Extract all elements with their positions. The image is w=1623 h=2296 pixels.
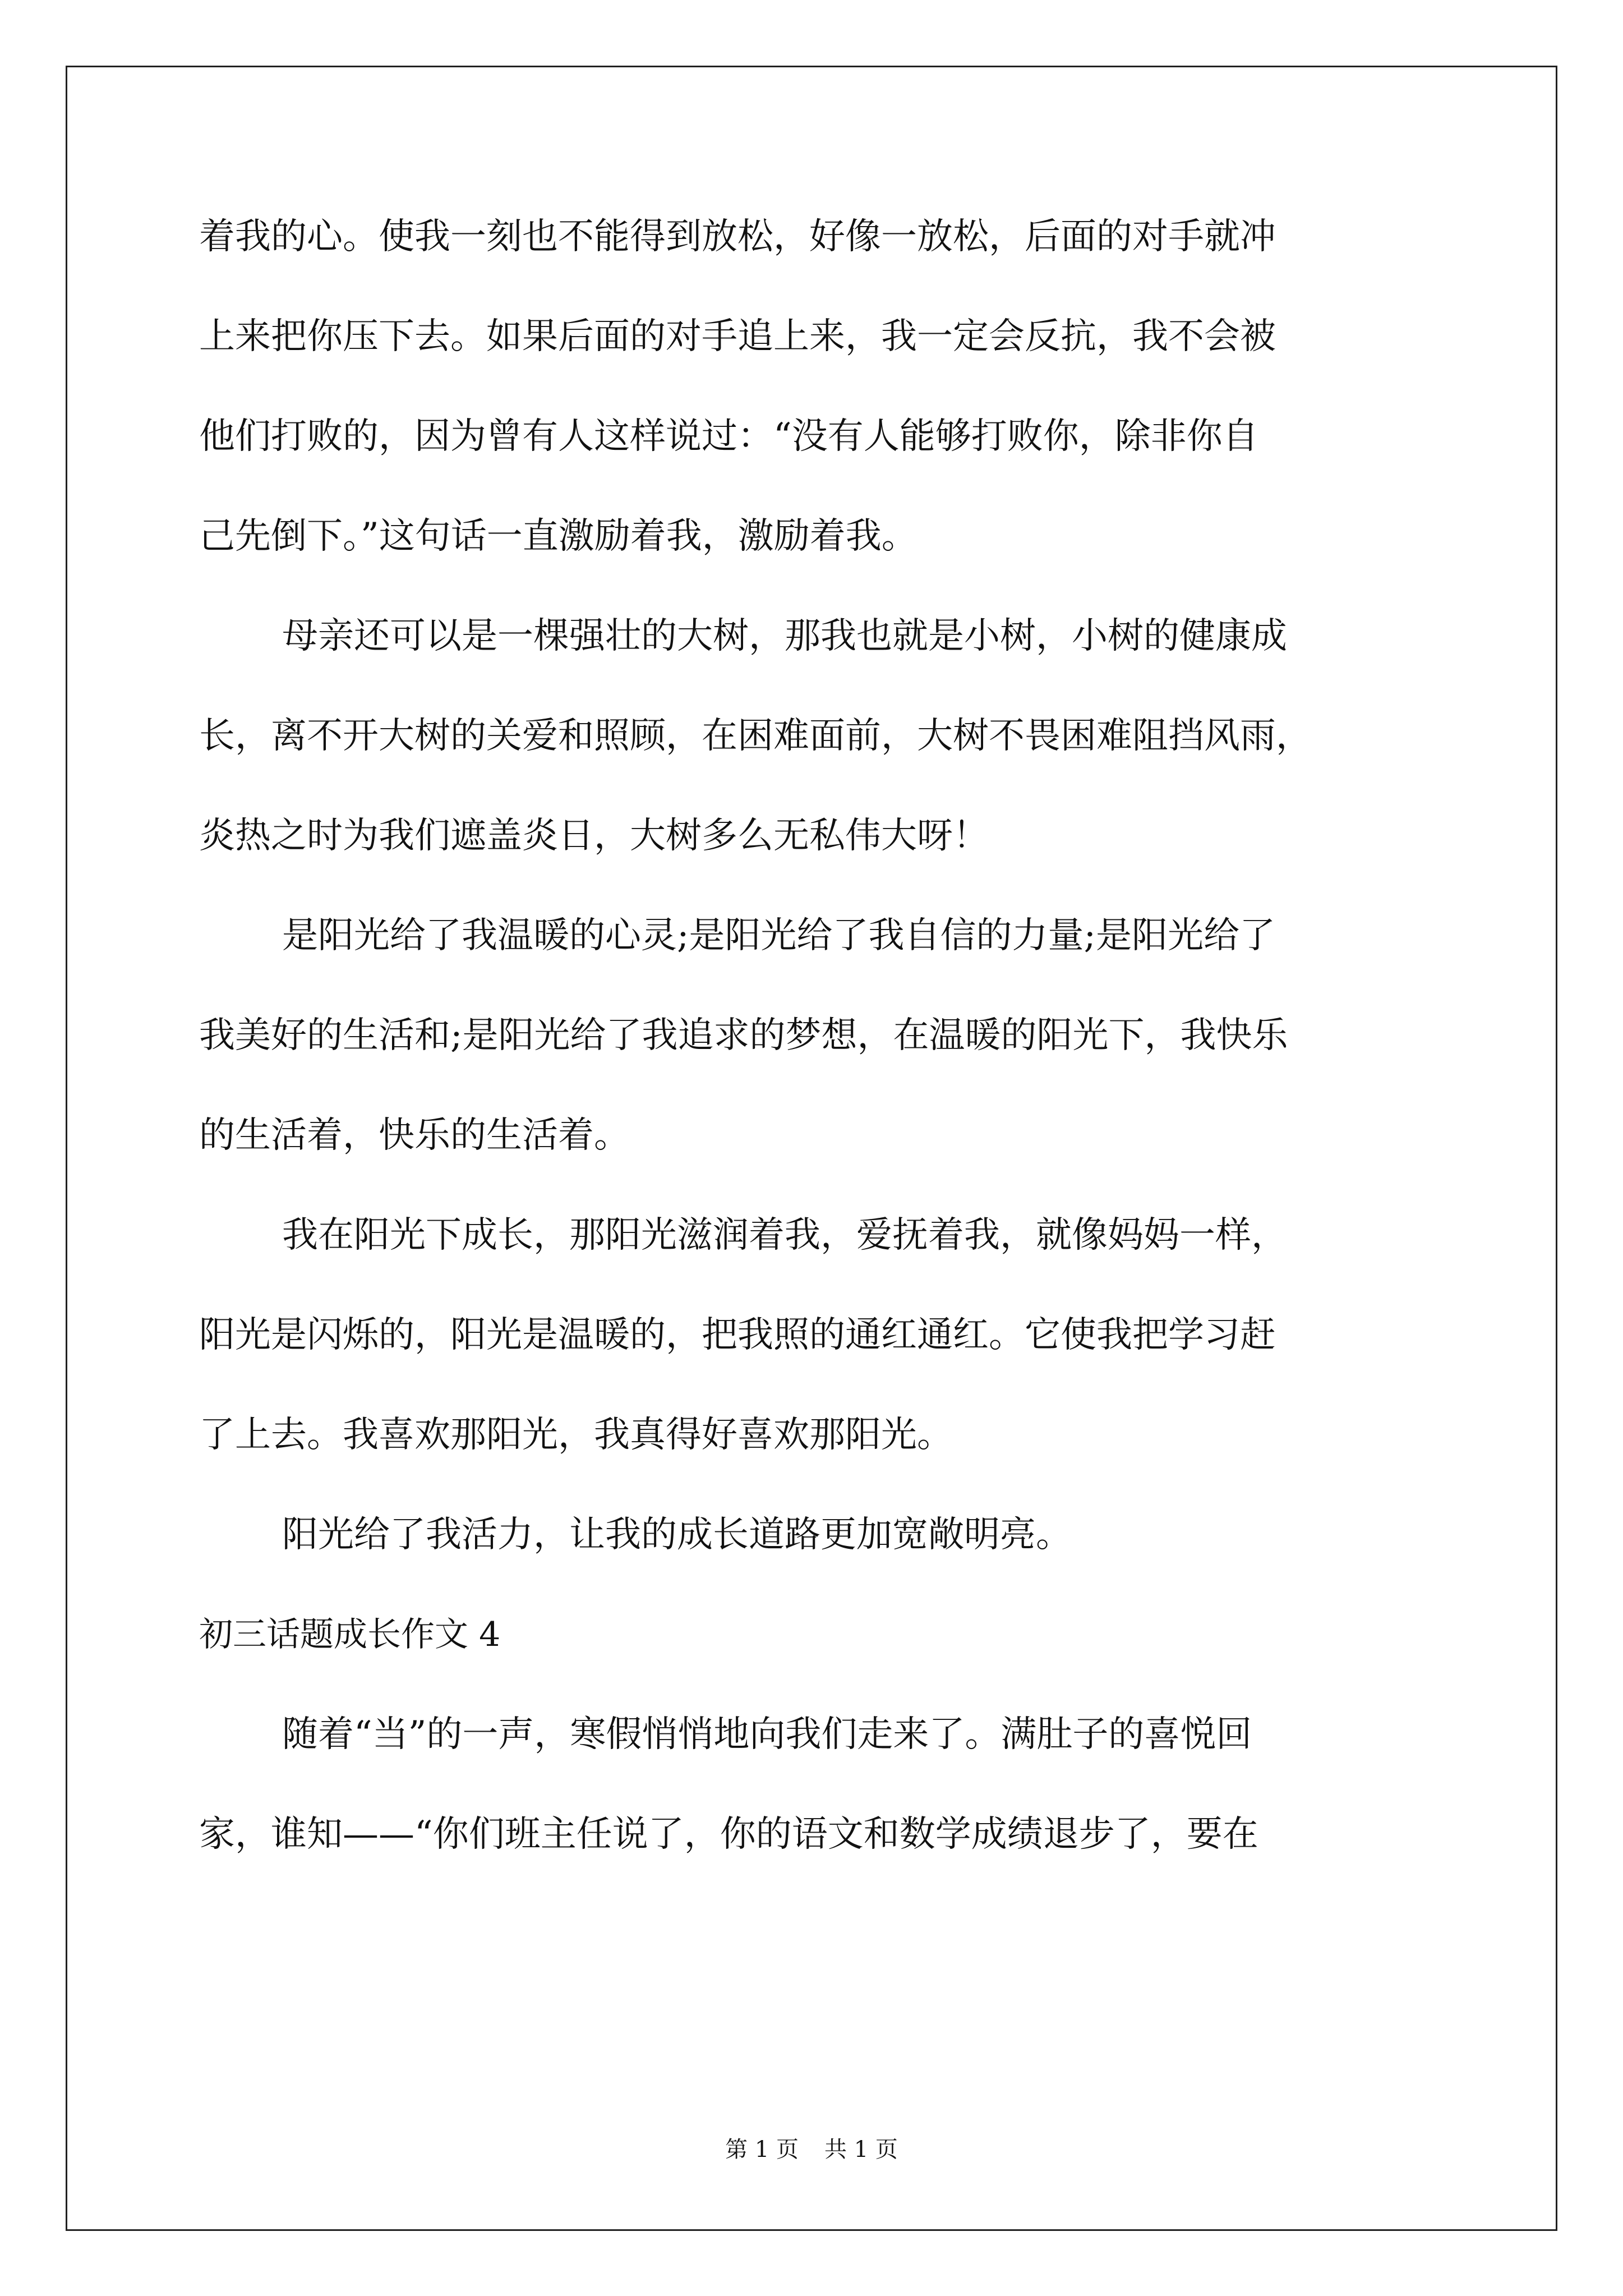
paragraph-first-line: 母亲还可以是一棵强壮的大树，那我也就是小树，小树的健康成 [282, 615, 1287, 657]
text-line: 家，谁知——“你们班主任说了，你的语文和数学成绩退步了，要在 [199, 1814, 1258, 1855]
text-line: 我美好的生活和;是阳光给了我追求的梦想，在温暖的阳光下，我快乐 [199, 1015, 1288, 1056]
text-line: 上来把你压下去。如果后面的对手追上来，我一定会反抗，我不会被 [199, 316, 1276, 357]
text-line: 长，离不开大树的关爱和照顾，在困难面前，大树不畏困难阻挡风雨， [199, 715, 1312, 757]
text-line: 的生活着，快乐的生活着。 [199, 1115, 630, 1156]
paragraph-first-line: 我在阳光下成长，那阳光滋润着我，爱抚着我，就像妈妈一样， [282, 1214, 1287, 1256]
paragraph-first-line: 阳光给了我活力，让我的成长道路更加宽敞明亮。 [282, 1514, 1072, 1556]
text-line: 他们打败的，因为曾有人这样说过：“没有人能够打败你，除非你自 [199, 416, 1258, 457]
text-line: 着我的心。使我一刻也不能得到放松，好像一放松，后面的对手就冲 [199, 216, 1276, 257]
section-heading: 初三话题成长作文 4 [199, 1615, 501, 1654]
text-line: 己先倒下。”这句话一直激励着我，激励着我。 [199, 516, 917, 557]
paragraph-first-line: 随着“当”的一声，寒假悄悄地向我们走来了。满肚子的喜悦回 [282, 1714, 1252, 1755]
text-line: 了上去。我喜欢那阳光，我真得好喜欢那阳光。 [199, 1414, 953, 1456]
page-footer [0, 2138, 1623, 2161]
text-line: 炎热之时为我们遮盖炎日，大树多么无私伟大呀！ [199, 815, 989, 857]
paragraph-first-line: 是阳光给了我温暖的心灵;是阳光给了我自信的力量;是阳光给了 [282, 915, 1276, 956]
text-line: 阳光是闪烁的，阳光是温暖的，把我照的通红通红。它使我把学习赶 [199, 1314, 1276, 1356]
page-number: 第 1 页 [725, 2137, 799, 2162]
page-total: 共 1 页 [824, 2137, 898, 2162]
